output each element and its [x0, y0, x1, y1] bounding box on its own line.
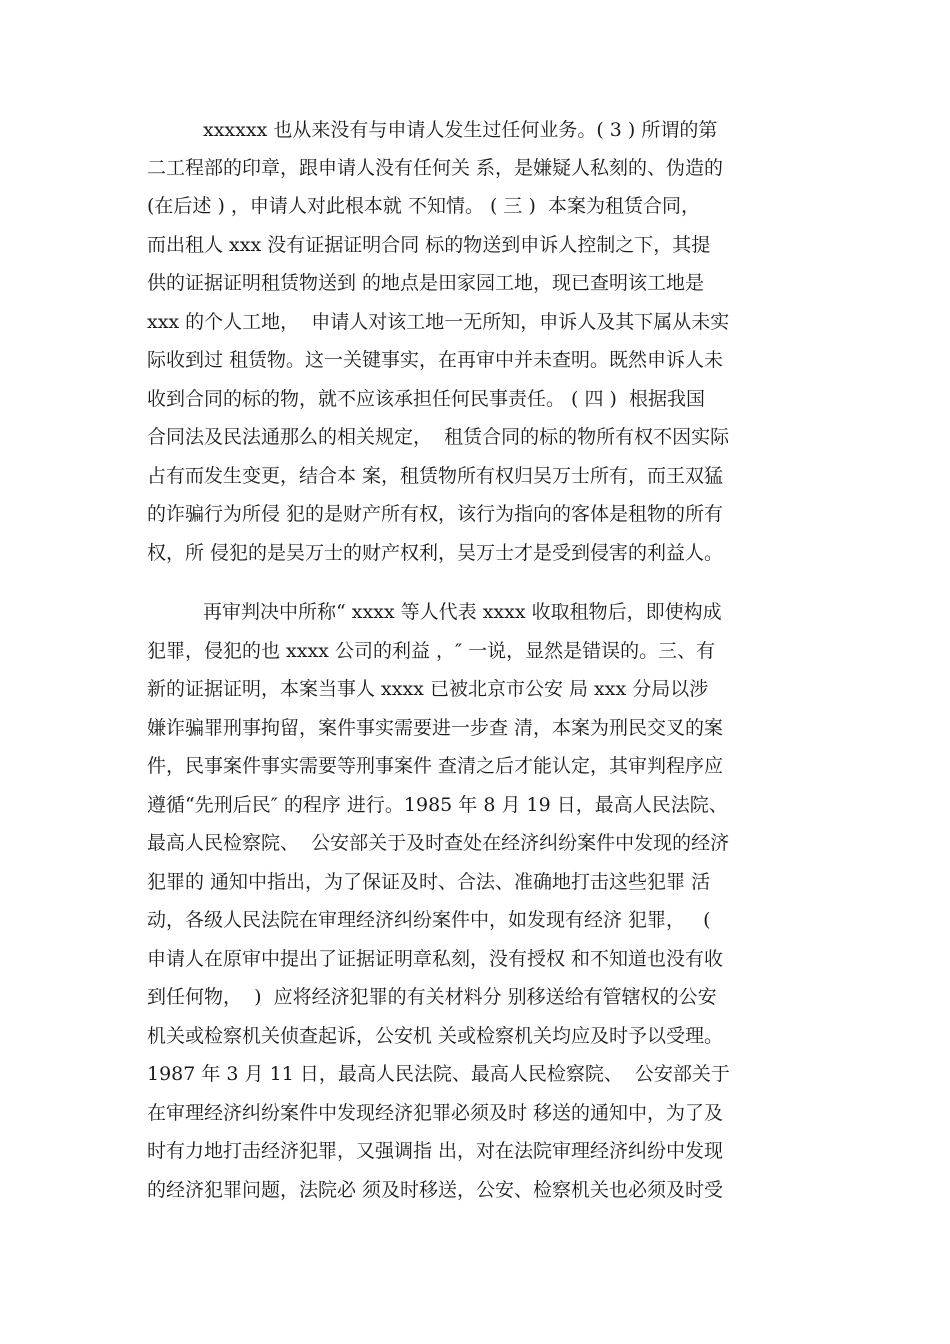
- text-line: (在后述 ) ，申请人对此根本就 不知情。 ( 三 ) 本案为租赁合同，: [147, 195, 700, 217]
- text-line: 合同法及民法通那么的相关规定， 租赁合同的标的物所有权不因实际: [147, 426, 730, 448]
- text-line: 嫌诈骗罪刑事拘留，案件事实需要进一步查 清，本案为刑民交叉的案: [147, 717, 724, 739]
- text-line: 动，各级人民法院在审理经济纠纷案件中，如发现有经济 犯罪， (: [147, 909, 711, 931]
- text-line: 的诈骗行为所侵 犯的是财产所有权，该行为指向的客体是租物的所有: [147, 503, 724, 525]
- text-line: 遵循“先刑后民″ 的程序 进行。1985 年 8 月 19 日，最高人民法院、: [147, 794, 728, 816]
- text-line: 1987 年 3 月 11 日，最高人民法院、最高人民检察院、 公安部关于: [147, 1063, 730, 1085]
- text-line: 到任何物， ) 应将经济犯罪的有关材料分 别移送给有管辖权的公安: [147, 986, 717, 1008]
- text-line: 最高人民检察院、 公安部关于及时查处在经济纠纷案件中发现的经济: [147, 832, 730, 854]
- text-line: 机关或检察机关侦查起诉，公安机 关或检察机关均应及时予以受理。: [147, 1025, 724, 1047]
- text-line: 犯罪，侵犯的也 xxxx 公司的利益 ，″ 一说，显然是错误的。三、有: [147, 640, 716, 662]
- text-line: 再审判决中所称“ xxxx 等人代表 xxxx 收取租物后，即使构成: [203, 601, 722, 623]
- text-line: 在审理经济纠纷案件中发现经济犯罪必须及时 移送的通知中，为了及: [147, 1102, 724, 1124]
- text-line: 二工程部的印章，跟申请人没有任何关 系，是嫌疑人私刻的、伪造的: [147, 157, 724, 179]
- text-line: xxxxxx 也从来没有与申请人发生过任何业务。( 3 ) 所谓的第: [203, 119, 718, 141]
- text-line: 收到合同的标的物，就不应该承担任何民事责任。 ( 四 ) 根据我国: [147, 388, 706, 410]
- text-line: 供的证据证明租赁物送到 的地点是田家园工地，现已查明该工地是: [147, 272, 705, 294]
- text-line: 申请人在原审中提出了证据证明章私刻，没有授权 和不知道也没有收: [147, 948, 724, 970]
- text-line: 而出租人 xxx 没有证据证明合同 标的物送到申诉人控制之下，其提: [147, 234, 711, 256]
- text-line: 新的证据证明，本案当事人 xxxx 已被北京市公安 局 xxx 分局以涉: [147, 678, 709, 700]
- text-line: 件，民事案件事实需要等刑事案件 查清之后才能认定，其审判程序应: [147, 755, 724, 777]
- text-line: 权，所 侵犯的是吴万士的财产权利，吴万士才是受到侵害的利益人。: [147, 542, 724, 564]
- text-line: 时有力地打击经济犯罪，又强调指 出，对在法院审理经济纠纷中发现: [147, 1140, 724, 1162]
- text-line: 的经济犯罪问题，法院必 须及时移送，公安、检察机关也必须及时受: [147, 1179, 724, 1201]
- text-line: 犯罪的 通知中指出，为了保证及时、合法、准确地打击这些犯罪 活: [147, 871, 711, 893]
- text-line: xxx 的个人工地， 申请人对该工地一无所知，申诉人及其下属从未实: [147, 311, 730, 333]
- text-line: 占有而发生变更，结合本 案，租赁物所有权归吴万士所有，而王双猛: [147, 465, 724, 487]
- text-line: 际收到过 租赁物。这一关键事实，在再审中并未查明。既然申诉人未: [147, 349, 724, 371]
